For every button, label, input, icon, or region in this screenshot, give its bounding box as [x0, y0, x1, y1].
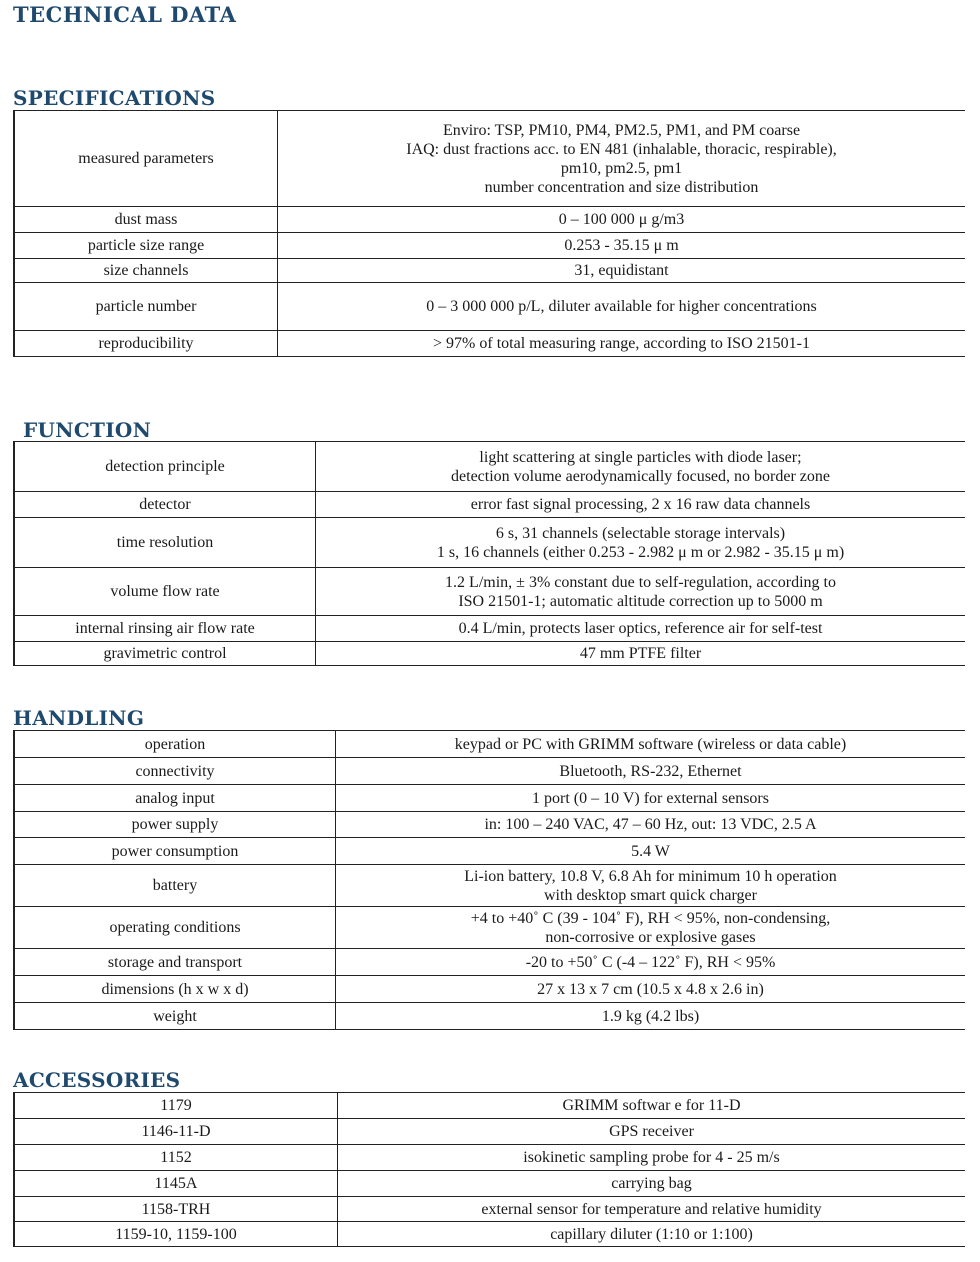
row-label: reproducibility	[14, 331, 278, 357]
row-value	[338, 1093, 966, 1119]
row-label: 1152	[14, 1145, 338, 1171]
table-row	[14, 1197, 965, 1222]
row-value	[278, 259, 966, 283]
row-label: dimensions (h x w x d)	[14, 976, 336, 1003]
row-value-line: 1.2 L/min, ± 3% constant due to self-regulation, according to	[445, 573, 836, 591]
row-value-line: carrying bag	[611, 1175, 692, 1192]
row-value-line: 6 s, 31 channels (selectable storage intervals)	[495, 524, 786, 542]
table-row	[14, 283, 965, 331]
table-row	[14, 207, 965, 233]
row-value	[338, 1145, 966, 1171]
row-value	[338, 1222, 966, 1247]
row-label: analog input	[14, 785, 336, 812]
row-value-line: +4 to +40˚ C (39 - 104˚ F), RH < 95%, non-condensing,	[470, 909, 831, 927]
row-value	[336, 907, 966, 949]
table-row	[14, 731, 965, 758]
table-row	[14, 331, 965, 357]
row-value-line: > 97% of total measuring range, according to ISO 21501-1	[433, 335, 810, 352]
row-label: dust mass	[14, 207, 278, 233]
row-label: power supply	[14, 812, 336, 838]
row-value-line: keypad or PC with GRIMM software (wireless or data cable)	[454, 735, 847, 753]
section-title-function: FUNCTION	[23, 418, 152, 442]
row-label: weight	[14, 1003, 336, 1030]
row-value	[278, 331, 966, 357]
row-value-line: isokinetic sampling probe for 4 - 25 m/s	[523, 1149, 780, 1166]
row-value	[338, 1119, 966, 1145]
row-value-line: IAQ: dust fractions acc. to EN 481 (inhalable, thoracic, respirable),	[406, 140, 837, 158]
row-value-line: 1.9 kg (4.2 lbs)	[601, 1007, 700, 1025]
accessories-table	[13, 1092, 965, 1247]
section-title-specifications: SPECIFICATIONS	[13, 86, 216, 110]
table-row	[14, 233, 965, 259]
table-row	[14, 492, 965, 518]
table-row	[14, 865, 965, 907]
row-value-line: detection volume aerodynamically focused, no border zone	[451, 467, 830, 485]
row-value	[336, 731, 966, 758]
row-value-line: Enviro: TSP, PM10, PM4, PM2.5, PM1, and PM coarse	[442, 121, 801, 139]
table-row	[14, 1145, 965, 1171]
table-row	[14, 1119, 965, 1145]
row-value	[316, 568, 966, 616]
row-value	[336, 1003, 966, 1030]
table-row	[14, 949, 965, 976]
row-value	[336, 785, 966, 812]
table-row	[14, 976, 965, 1003]
row-value-line: 0.4 L/min, protects laser optics, reference air for self-test	[458, 620, 823, 637]
row-value	[336, 812, 966, 838]
row-value-line: GRIMM softwar e for 11-D	[562, 1097, 741, 1114]
row-value-line: light scattering at single particles with diode laser;	[479, 448, 802, 466]
row-value-line: 1 port (0 – 10 V) for external sensors	[532, 789, 769, 807]
table-row	[14, 758, 965, 785]
row-value-line: capillary diluter (1:10 or 1:100)	[550, 1225, 753, 1243]
row-value	[316, 492, 966, 518]
row-value	[278, 283, 966, 331]
row-value-line: pm10, pm2.5, pm1	[560, 159, 683, 177]
row-value-line: error fast signal processing, 2 x 16 raw data channels	[470, 496, 811, 513]
row-label: battery	[14, 865, 336, 907]
row-label: 1146-11-D	[14, 1119, 338, 1145]
row-label: internal rinsing air flow rate	[14, 616, 316, 642]
table-row	[14, 616, 965, 642]
row-value-line: 0 – 100 000 μ g/m3	[558, 211, 685, 228]
row-value-line: 27 x 13 x 7 cm (10.5 x 4.8 x 2.6 in)	[537, 980, 764, 998]
row-value-line: 1 s, 16 channels (either 0.253 - 2.982 μ m or 2.982 - 35.15 μ m)	[436, 543, 845, 561]
row-value	[278, 111, 966, 207]
row-value	[336, 976, 966, 1003]
table-row	[14, 642, 965, 666]
table-row	[14, 907, 965, 949]
table-row	[14, 1003, 965, 1030]
table-row	[14, 838, 965, 865]
table-row	[14, 442, 965, 492]
page-title: TECHNICAL DATA	[13, 2, 237, 27]
row-value	[336, 758, 966, 785]
row-value-line: Bluetooth, RS-232, Ethernet	[559, 762, 742, 780]
row-label: detector	[14, 492, 316, 518]
table-row	[14, 111, 965, 207]
row-label: connectivity	[14, 758, 336, 785]
row-value-line: 31, equidistant	[574, 262, 669, 279]
table-row	[14, 785, 965, 812]
row-label: 1145A	[14, 1171, 338, 1197]
row-value	[336, 838, 966, 865]
table-row	[14, 259, 965, 283]
row-label: detection principle	[14, 442, 316, 492]
function-table	[13, 441, 965, 666]
row-value-line: non-corrosive or explosive gases	[545, 928, 756, 946]
table-row	[14, 518, 965, 568]
row-value	[316, 442, 966, 492]
row-value-line: ISO 21501-1; automatic altitude correction up to 5000 m	[458, 592, 823, 610]
row-label: gravimetric control	[14, 642, 316, 666]
section-title-accessories: ACCESSORIES	[13, 1068, 181, 1092]
row-label: operation	[14, 731, 336, 758]
row-value	[336, 865, 966, 907]
row-label: measured parameters	[14, 111, 278, 207]
specifications-table	[13, 110, 965, 357]
row-value-line: in: 100 – 240 VAC, 47 – 60 Hz, out: 13 VDC, 2.5 A	[484, 816, 817, 833]
row-label: volume flow rate	[14, 568, 316, 616]
row-value-line: -20 to +50˚ C (-4 – 122˚ F), RH < 95%	[525, 953, 776, 971]
row-value	[336, 949, 966, 976]
handling-table	[13, 730, 965, 1030]
row-label: particle number	[14, 283, 278, 331]
table-row	[14, 812, 965, 838]
table-row	[14, 1171, 965, 1197]
row-value	[338, 1197, 966, 1222]
row-label: 1179	[14, 1093, 338, 1119]
section-title-handling: HANDLING	[13, 706, 145, 730]
row-value-line: external sensor for temperature and relative humidity	[481, 1200, 822, 1218]
row-label: time resolution	[14, 518, 316, 568]
row-label: power consumption	[14, 838, 336, 865]
row-value	[316, 616, 966, 642]
table-row	[14, 1222, 965, 1247]
row-value-line: with desktop smart quick charger	[544, 886, 757, 904]
row-value-line: Li-ion battery, 10.8 V, 6.8 Ah for minimum 10 h operation	[464, 867, 837, 885]
row-value	[316, 518, 966, 568]
row-value	[278, 207, 966, 233]
row-value-line: number concentration and size distribution	[484, 178, 759, 196]
row-value-line: GPS receiver	[609, 1123, 694, 1140]
row-value-line: 0.253 - 35.15 μ m	[564, 237, 679, 254]
table-row	[14, 1093, 965, 1119]
row-label: 1158-TRH	[14, 1197, 338, 1222]
row-value	[338, 1171, 966, 1197]
row-value-line: 0 – 3 000 000 p/L, diluter available for higher concentrations	[426, 298, 817, 315]
row-value	[316, 642, 966, 666]
row-label: particle size range	[14, 233, 278, 259]
row-label: size channels	[14, 259, 278, 283]
row-label: 1159-10, 1159-100	[14, 1222, 338, 1247]
table-row	[14, 568, 965, 616]
row-label: storage and transport	[14, 949, 336, 976]
row-value-line: 5.4 W	[631, 842, 670, 860]
row-value	[278, 233, 966, 259]
row-label: operating conditions	[14, 907, 336, 949]
row-value-line: 47 mm PTFE filter	[579, 645, 702, 662]
